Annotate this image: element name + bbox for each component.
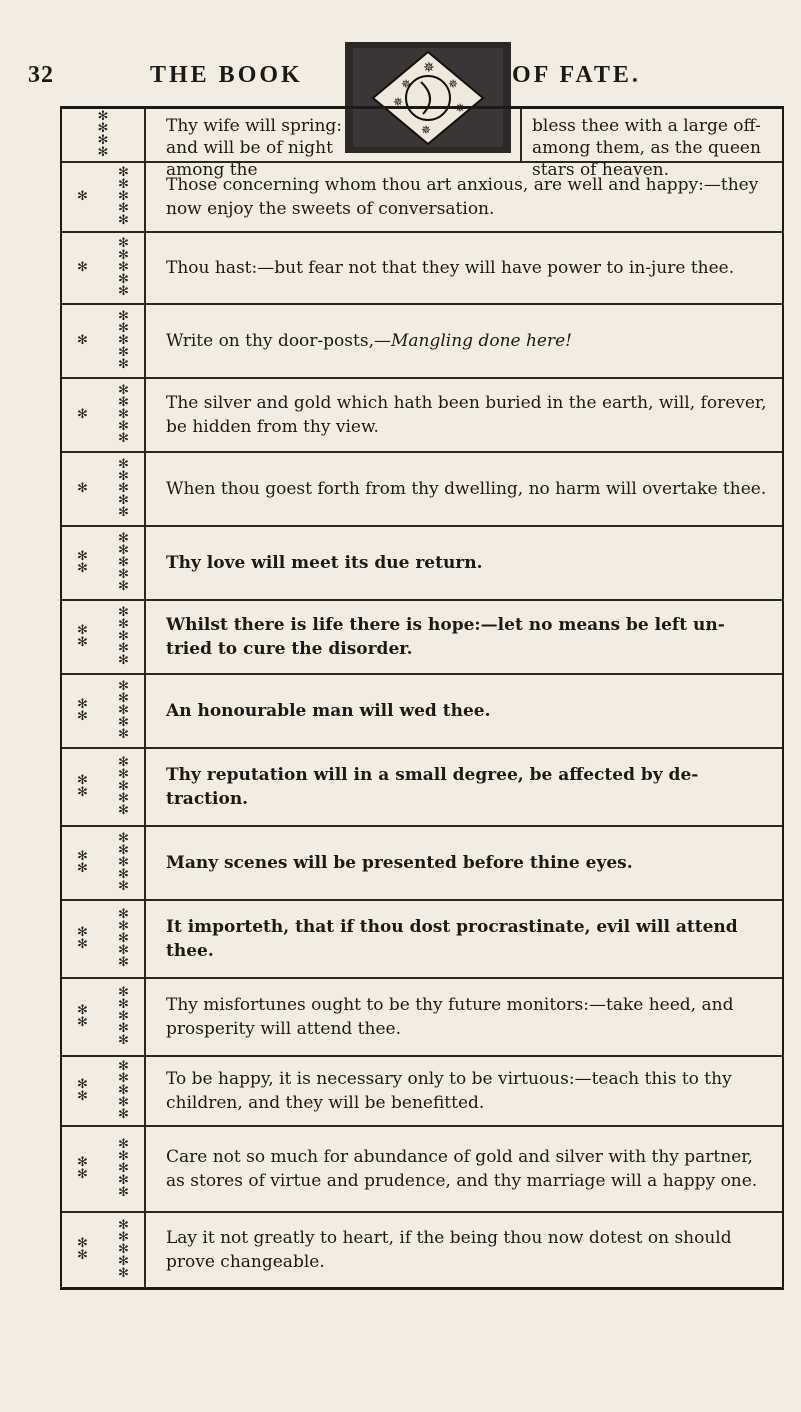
entry-text-plain: Write on thy door-posts,—: [166, 331, 391, 351]
star-marks-icon: ✻ ✻ ✻ ✻ ✻ ✻: [62, 305, 146, 377]
entry-text: Thou hast:—but fear not that they will have power to in-jure thee.: [166, 258, 735, 278]
table-row: [62, 303, 782, 377]
star-marks-icon: ✻ ✻ ✻ ✻ ✻ ✻ ✻: [62, 1127, 146, 1211]
star-marks-icon: ✻ ✻ ✻ ✻ ✻ ✻ ✻: [62, 1057, 146, 1125]
entry-text-italic: Mangling done here!: [390, 331, 573, 351]
star-marks-icon: ✻ ✻ ✻ ✻ ✻ ✻: [62, 233, 146, 303]
entry-text: Thy misfortunes ought to be thy future monitors:—take heed, and prosperity will attend thee.: [166, 995, 734, 1039]
running-title-right: OF FATE.: [512, 62, 641, 88]
table-row: [62, 161, 782, 231]
star-marks-icon: ✻ ✻ ✻ ✻ ✻ ✻ ✻: [62, 527, 146, 599]
svg-text:✵: ✵: [423, 60, 435, 76]
star-marks-icon: ✻ ✻ ✻ ✻ ✻ ✻ ✻: [62, 601, 146, 673]
entry-text: Lay it not greatly to heart, if the being thou now dotest on should prove changeable.: [166, 1228, 732, 1272]
entry-text: To be happy, it is necessary only to be virtuous:—teach this to thy children, and they will be benefitted.: [166, 1069, 732, 1113]
table-row: [62, 106, 782, 180]
fate-table: [60, 106, 784, 1290]
table-row: [62, 1211, 782, 1287]
svg-text:✵: ✵: [401, 77, 412, 91]
table-row: [62, 451, 782, 525]
entry-text: Care not so much for abundance of gold and silver with thy partner, as stores of virtue and prudence, and thy marriage will a happy one.: [166, 1147, 758, 1191]
svg-text:✵: ✵: [421, 123, 432, 137]
entry-text: [146, 305, 782, 377]
entry-text: Many scenes will be presented before thine eyes.: [166, 853, 633, 873]
star-marks-icon: ✻ ✻ ✻ ✻ ✻ ✻: [62, 163, 146, 231]
entry-text: It importeth, that if thou dost procrastinate, evil will attend thee.: [166, 917, 738, 961]
table-row: [62, 673, 782, 747]
running-title-left: THE BOOK: [150, 62, 303, 88]
entry-text-left: Thy wife will spring: and will be of night among the: [166, 116, 343, 180]
page-number: 32: [28, 62, 54, 88]
star-marks-icon: ✻ ✻ ✻ ✻ ✻ ✻ ✻: [62, 749, 146, 825]
entry-text: Those concerning whom thou art anxious, are well and happy:—they now enjoy the sweets of conversation.: [166, 175, 759, 219]
entry-text: Whilst there is life there is hope:—let no means be left un-tried to cure the disorder.: [166, 615, 725, 659]
entry-text-right: bless thee with a large off-among them, as the queen stars of heaven.: [520, 109, 782, 161]
star-marks-icon: ✻ ✻ ✻ ✻ ✻ ✻ ✻: [62, 827, 146, 899]
star-marks-icon: ✻ ✻ ✻ ✻ ✻ ✻: [62, 379, 146, 451]
entry-text: An honourable man will wed thee.: [166, 701, 491, 721]
star-marks-icon: ✻ ✻ ✻ ✻ ✻ ✻ ✻: [62, 979, 146, 1055]
table-row: [62, 1125, 782, 1211]
table-row: [62, 825, 782, 899]
table-row: [62, 899, 782, 977]
svg-text:✵: ✵: [393, 95, 404, 109]
star-marks-icon: ✻ ✻ ✻ ✻ ✻ ✻ ✻: [62, 1213, 146, 1287]
entry-text: When thou goest forth from thy dwelling, no harm will overtake thee.: [166, 479, 767, 499]
star-marks-icon: ✻ ✻ ✻ ✻: [62, 109, 146, 161]
entry-text: Thy reputation will in a small degree, be affected by de-traction.: [166, 765, 699, 809]
entry-text: Thy love will meet its due return.: [166, 553, 483, 573]
table-row: [62, 1055, 782, 1125]
table-row: [62, 599, 782, 673]
table-row: [62, 977, 782, 1055]
star-marks-icon: ✻ ✻ ✻ ✻ ✻ ✻ ✻: [62, 675, 146, 747]
entry-text: The silver and gold which hath been buried in the earth, will, forever, be hidden from thy view.: [166, 393, 767, 437]
table-row: [62, 231, 782, 303]
table-row: [62, 377, 782, 451]
star-marks-icon: ✻ ✻ ✻ ✻ ✻ ✻: [62, 453, 146, 525]
svg-text:✵: ✵: [455, 101, 466, 115]
star-marks-icon: ✻ ✻ ✻ ✻ ✻ ✻ ✻: [62, 901, 146, 977]
table-row: [62, 747, 782, 825]
svg-text:✵: ✵: [448, 77, 459, 91]
table-row: [62, 525, 782, 599]
